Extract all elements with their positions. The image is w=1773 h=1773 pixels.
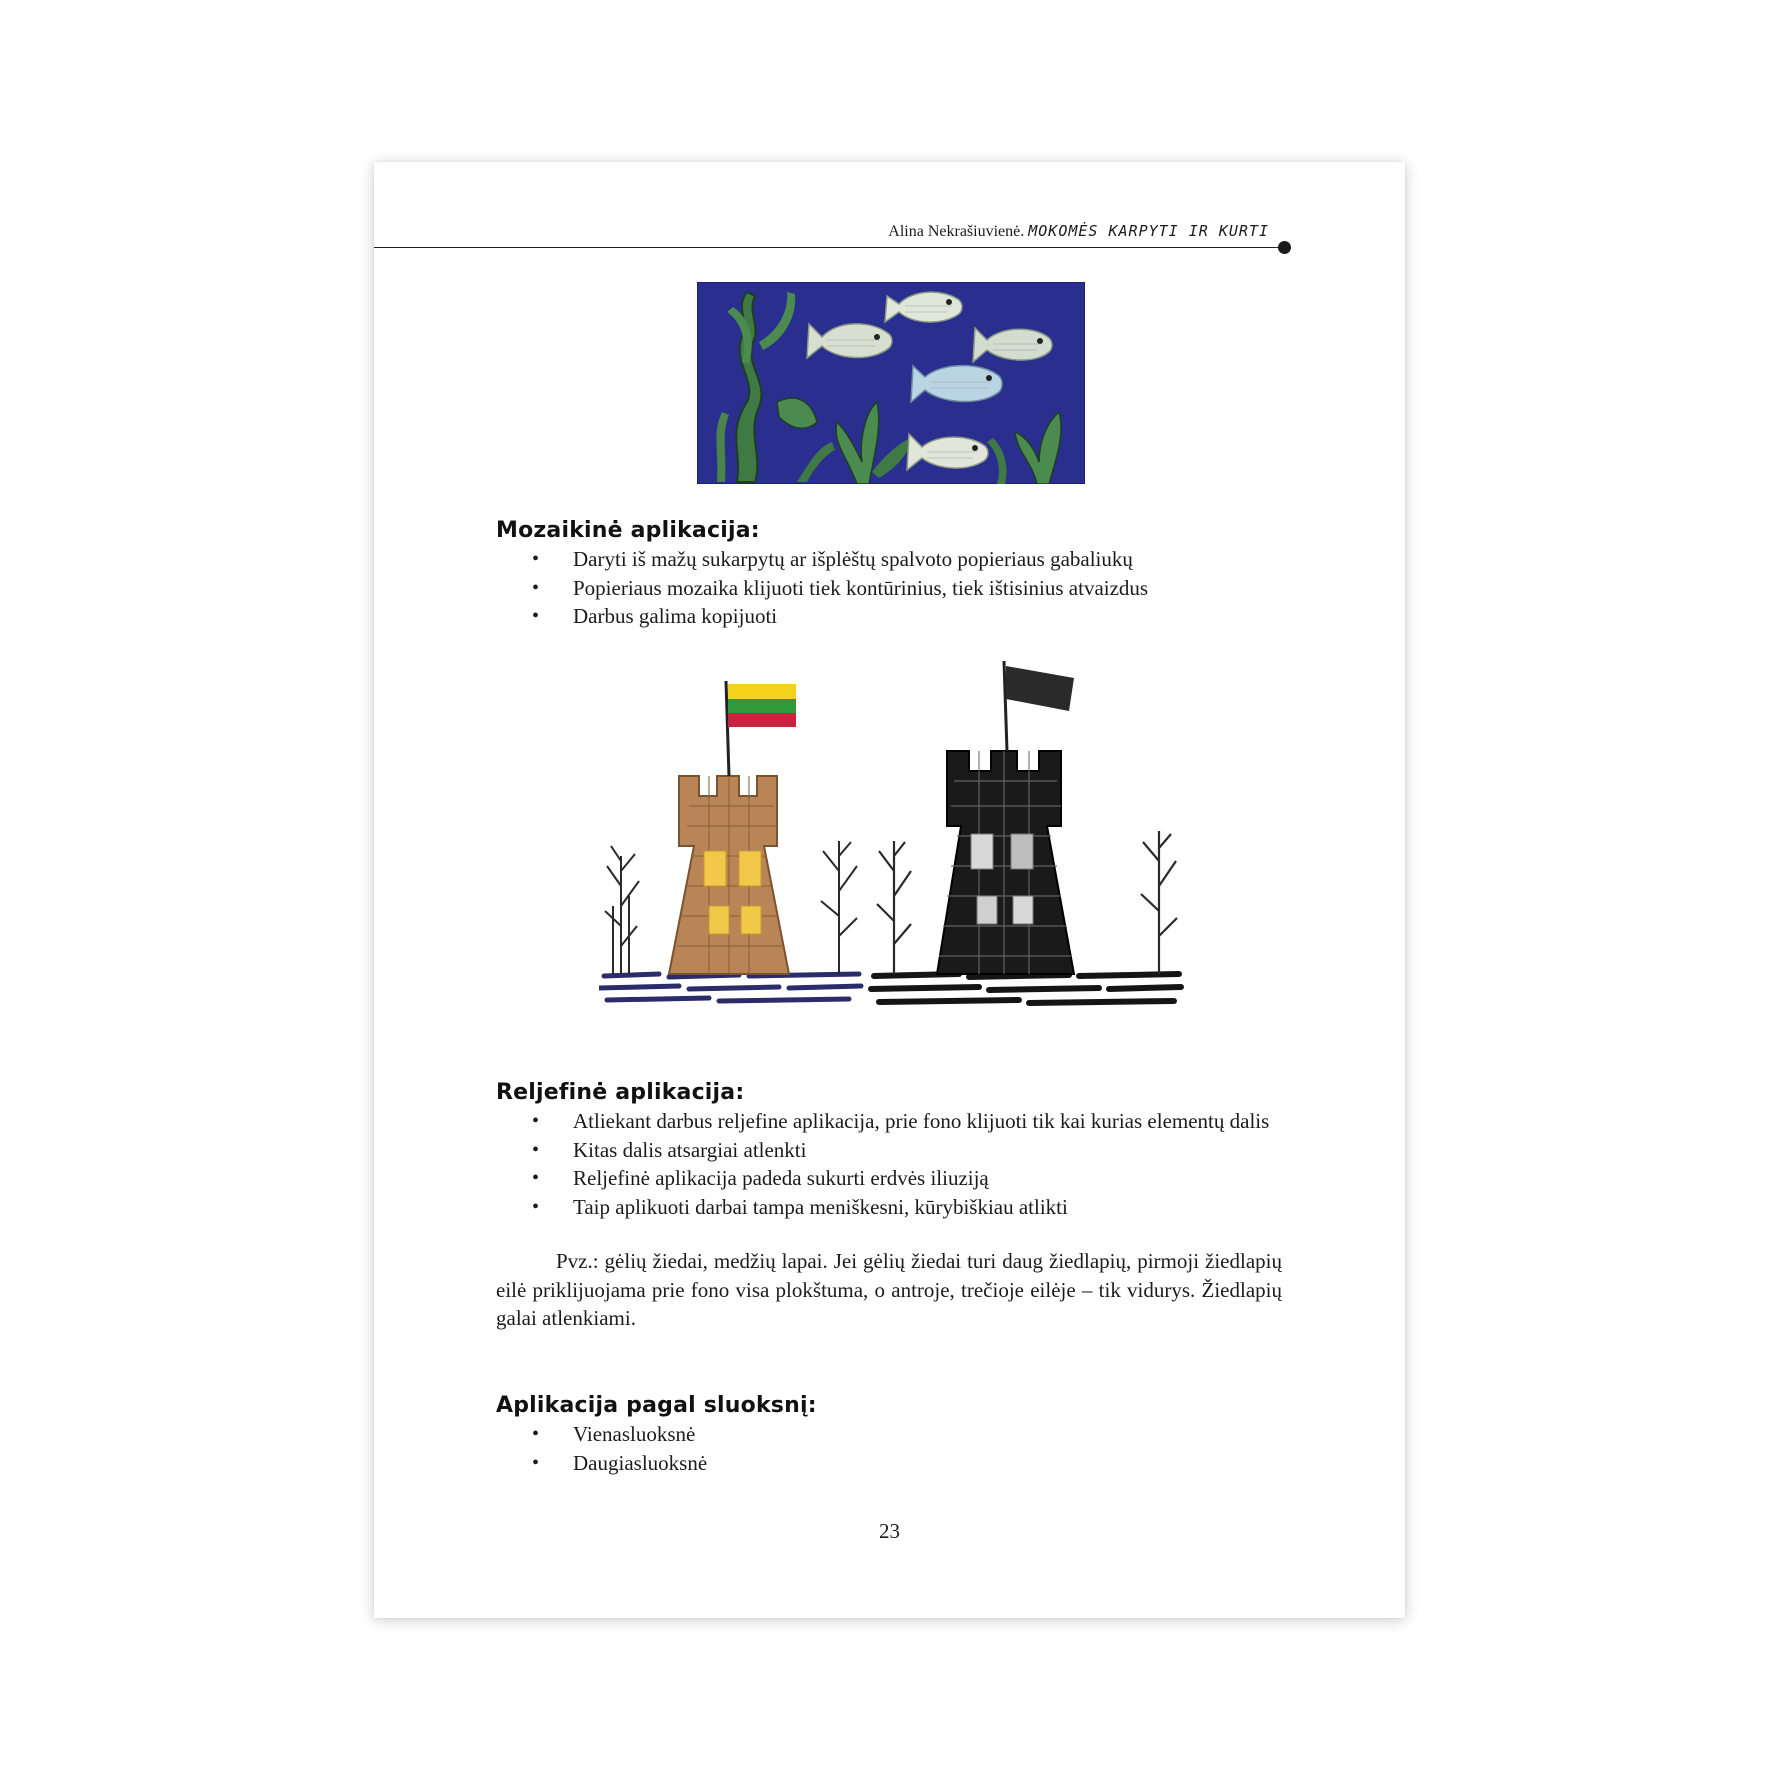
- header-author: Alina Nekrašiuvienė.: [888, 223, 1025, 240]
- list-item: • Vienasluoksnė: [496, 1420, 1282, 1449]
- header-rule: [374, 247, 1284, 248]
- page-number: 23: [879, 1519, 900, 1543]
- header-title: MOKOMĖS KARPYTI IR KURTI: [1028, 222, 1269, 240]
- list-sluoksnis: [496, 1420, 1282, 1477]
- list-item: • Taip aplikuoti darbai tampa meniškesni, kūrybiškiau atlikti: [496, 1193, 1282, 1222]
- document-page: [374, 162, 1405, 1618]
- list-item: • Daugiasluoksnė: [496, 1449, 1282, 1478]
- list-item: • Atliekant darbus reljefine aplikacija, prie fono klijuoti tik kai kurias elementų dalis: [496, 1107, 1282, 1136]
- underwater-collage-image: [697, 282, 1085, 484]
- header-dot: [1278, 241, 1291, 254]
- heading-mozaikine: Mozaikinė aplikacija:: [496, 518, 760, 543]
- list-item: • Popieriaus mozaika klijuoti tiek kontūrinius, tiek ištisinius atvaizdus: [496, 574, 1282, 603]
- header-text: [888, 222, 1269, 241]
- castle-mosaic-image: [599, 656, 1185, 1011]
- running-header: [374, 222, 1289, 254]
- list-item: • Kitas dalis atsargiai atlenkti: [496, 1136, 1282, 1165]
- example-paragraph: Pvz.: gėlių žiedai, medžių lapai. Jei gėlių žiedai turi daug žiedlapių, pirmoji žiedlapių eilė priklijuojama prie fono visa plokštuma, o antroje, trečioje eilėje – tik vidurys. Žiedlapių galai atlenkiami.: [496, 1249, 1282, 1330]
- list-reljefine: [496, 1107, 1282, 1221]
- list-mozaikine: [496, 545, 1282, 631]
- heading-reljefine: Reljefinė aplikacija:: [496, 1080, 745, 1105]
- heading-sluoksnis: Aplikacija pagal sluoksnį:: [496, 1393, 817, 1418]
- list-item: • Daryti iš mažų sukarpytų ar išplėštų spalvoto popieriaus gabaliukų: [496, 545, 1282, 574]
- list-item: • Reljefinė aplikacija padeda sukurti erdvės iliuziją: [496, 1164, 1282, 1193]
- list-item: • Darbus galima kopijuoti: [496, 602, 1282, 631]
